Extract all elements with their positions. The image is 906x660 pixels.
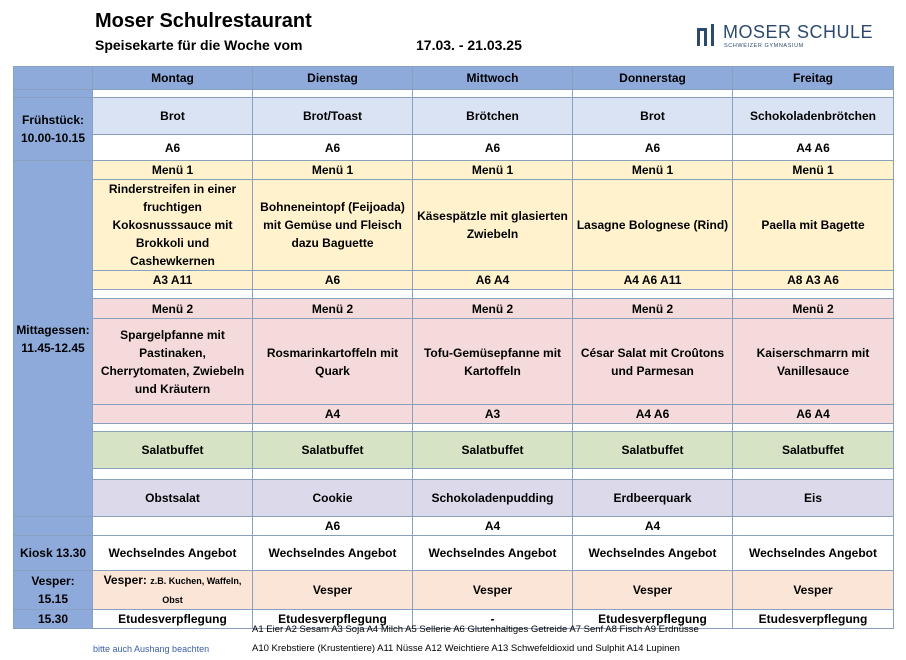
- lunch-label: Mittagessen: 11.45-12.45: [14, 161, 93, 517]
- menu2-allergen-row: [14, 405, 894, 424]
- week-subtitle: Speisekarte für die Woche vom: [95, 37, 303, 53]
- kiosk-item: Wechselndes Angebot: [733, 536, 894, 571]
- vesper-item: Vesper: [573, 571, 733, 610]
- day-header-row: [14, 67, 894, 90]
- etudes-item: Etudesverpflegung: [573, 610, 733, 629]
- menu2-dish: Spargelpfanne mit Pastinaken, Cherrytomaten, Zwiebeln und Kräutern: [93, 319, 253, 405]
- menu1-label: Menü 1: [573, 161, 733, 180]
- spacer-row: [14, 424, 894, 432]
- dessert-allergens: A6: [253, 517, 413, 536]
- spacer-row: [14, 90, 894, 98]
- menu1-allergens: A6: [253, 271, 413, 290]
- etudes-item: Etudesverpflegung: [253, 610, 413, 629]
- menu2-label: Menü 2: [733, 299, 894, 319]
- dessert-item: Eis: [733, 480, 894, 517]
- day-header: Montag: [93, 67, 253, 90]
- salad-item: Salatbuffet: [573, 432, 733, 469]
- breakfast-allergens: A6: [253, 135, 413, 161]
- menu2-allergens: A6 A4: [733, 405, 894, 424]
- allergen-legend-line1: A1 Eier A2 Sesam A3 Soja A4 Milch A5 Sellerie A6 Glutenhaltiges Getreide A7 Senf A8 Fisch A9 Erdnüsse: [252, 624, 699, 635]
- breakfast-allergen-row: [14, 135, 894, 161]
- menu2-label: Menü 2: [253, 299, 413, 319]
- menu2-row: [14, 319, 894, 405]
- menu2-label-row: [14, 299, 894, 319]
- breakfast-item: Brot/Toast: [253, 98, 413, 135]
- menu2-dish: Tofu-Gemüsepfanne mit Kartoffeln: [413, 319, 573, 405]
- menu2-allergens: A3: [413, 405, 573, 424]
- kiosk-item: Wechselndes Angebot: [573, 536, 733, 571]
- salad-item: Salatbuffet: [733, 432, 894, 469]
- menu1-row: [14, 180, 894, 271]
- menu1-label: Menü 1: [253, 161, 413, 180]
- menu1-allergens: A6 A4: [413, 271, 573, 290]
- menu2-allergens: A4 A6: [573, 405, 733, 424]
- vesper-monday: Vesper: z.B. Kuchen, Waffeln, Obst: [93, 571, 253, 610]
- menu2-dish: Kaiserschmarrn mit Vanillesauce: [733, 319, 894, 405]
- etudes-label: 15.30: [14, 610, 93, 629]
- dessert-allergens: [733, 517, 894, 536]
- vesper-row: [14, 571, 894, 610]
- logo-mark-icon: [697, 24, 717, 46]
- menu2-label: Menü 2: [573, 299, 733, 319]
- day-header: Freitag: [733, 67, 894, 90]
- dessert-allergens: A4: [573, 517, 733, 536]
- restaurant-title: Moser Schulrestaurant: [95, 10, 312, 32]
- vesper-item: Vesper: [733, 571, 894, 610]
- kiosk-item: Wechselndes Angebot: [93, 536, 253, 571]
- etudes-item: -: [413, 610, 573, 629]
- dessert-allergen-row: [14, 517, 894, 536]
- menu1-dish: Lasagne Bolognese (Rind): [573, 180, 733, 271]
- menu1-dish: Käsespätzle mit glasierten Zwiebeln: [413, 180, 573, 271]
- dessert-row: [14, 480, 894, 517]
- breakfast-item: Brötchen: [413, 98, 573, 135]
- vesper-item: Vesper: [253, 571, 413, 610]
- salad-item: Salatbuffet: [253, 432, 413, 469]
- week-dates: 17.03. - 21.03.25: [416, 37, 522, 53]
- menu2-allergens: [93, 405, 253, 424]
- menu1-dish: Rinderstreifen in einer fruchtigen Kokosnusssauce mit Brokkoli und Cashewkernen: [93, 180, 253, 271]
- kiosk-item: Wechselndes Angebot: [253, 536, 413, 571]
- breakfast-allergens: A4 A6: [733, 135, 894, 161]
- spacer-row: [14, 290, 894, 299]
- menu1-allergens: A3 A11: [93, 271, 253, 290]
- salad-item: Salatbuffet: [413, 432, 573, 469]
- menu2-dish: Rosmarinkartoffeln mit Quark: [253, 319, 413, 405]
- menu1-dish: Paella mit Bagette: [733, 180, 894, 271]
- breakfast-item: Brot: [573, 98, 733, 135]
- menu2-dish: César Salat mit Croûtons und Parmesan: [573, 319, 733, 405]
- breakfast-label: Frühstück: 10.00-10.15: [14, 98, 93, 161]
- menu1-allergens: A8 A3 A6: [733, 271, 894, 290]
- notice-note: bitte auch Aushang beachten: [93, 644, 210, 654]
- menu1-allergens: A4 A6 A11: [573, 271, 733, 290]
- dessert-item: Erdbeerquark: [573, 480, 733, 517]
- breakfast-item: Brot: [93, 98, 253, 135]
- etudes-item: Etudesverpflegung: [93, 610, 253, 629]
- kiosk-label: Kiosk 13.30: [14, 536, 93, 571]
- salad-row: [14, 432, 894, 469]
- dessert-allergens: A4: [413, 517, 573, 536]
- day-header: Mittwoch: [413, 67, 573, 90]
- menu1-label: Menü 1: [413, 161, 573, 180]
- logo-name: MOSER SCHULE: [723, 22, 874, 42]
- breakfast-allergens: A6: [573, 135, 733, 161]
- vesper-label: Vesper: 15.15: [14, 571, 93, 610]
- dessert-allergens: [93, 517, 253, 536]
- menu1-dish: Bohneneintopf (Feijoada) mit Gemüse und Fleisch dazu Baguette: [253, 180, 413, 271]
- weekly-menu-table: [13, 66, 894, 629]
- menu2-label: Menü 2: [413, 299, 573, 319]
- breakfast-row: [14, 98, 894, 135]
- allergen-legend-line2: A10 Krebstiere (Krustentiere) A11 Nüsse A12 Weichtiere A13 Schwefeldioxid und Sulphit A14 Lupinen: [252, 643, 680, 654]
- salad-item: Salatbuffet: [93, 432, 253, 469]
- breakfast-item: Schokoladenbrötchen: [733, 98, 894, 135]
- menu1-allergen-row: [14, 271, 894, 290]
- dessert-item: Cookie: [253, 480, 413, 517]
- menu1-label: Menü 1: [733, 161, 894, 180]
- logo-tagline: SCHWEIZER GYMNASIUM: [724, 43, 804, 49]
- menu1-label: Menü 1: [93, 161, 253, 180]
- spacer-row: [14, 469, 894, 480]
- kiosk-item: Wechselndes Angebot: [413, 536, 573, 571]
- etudes-item: Etudesverpflegung: [733, 610, 894, 629]
- menu2-label: Menü 2: [93, 299, 253, 319]
- day-header: Donnerstag: [573, 67, 733, 90]
- corner-cell: [14, 67, 93, 90]
- vesper-item: Vesper: [413, 571, 573, 610]
- menu2-allergens: A4: [253, 405, 413, 424]
- breakfast-allergens: A6: [93, 135, 253, 161]
- dessert-item: Schokoladenpudding: [413, 480, 573, 517]
- breakfast-allergens: A6: [413, 135, 573, 161]
- kiosk-row: [14, 536, 894, 571]
- dessert-item: Obstsalat: [93, 480, 253, 517]
- day-header: Dienstag: [253, 67, 413, 90]
- menu1-label-row: [14, 161, 894, 180]
